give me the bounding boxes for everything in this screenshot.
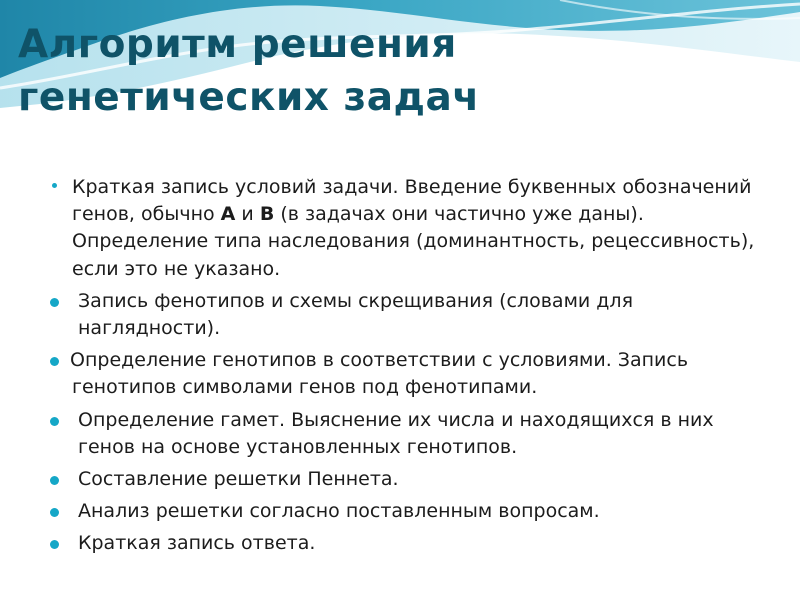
list-item-text: Краткая запись условий задачи. Введение буквенных обозначений генов, обычно А и В (в задачах они частично уже даны). Определение типа наследования (доминантность, рецессивность), если это не указано. — [72, 176, 755, 280]
list-item-text: Анализ решетки согласно поставленным вопросам. — [78, 500, 600, 523]
list-item-text: Краткая запись ответа. — [78, 532, 316, 555]
bullet-dot-icon — [52, 183, 57, 188]
list-item — [48, 288, 768, 342]
list-item — [48, 530, 768, 557]
list-item — [48, 174, 768, 283]
list-item — [48, 407, 768, 461]
list-item-text: Определение генотипов в соответствии с условиями. Запись генотипов символами генов под фенотипами. — [70, 349, 689, 399]
bullet-dot-icon — [50, 476, 59, 485]
list-item — [48, 466, 768, 493]
gene-symbol-b: В — [259, 203, 275, 226]
gene-symbol-a: А — [220, 203, 236, 226]
bullet-dot-icon — [50, 540, 59, 549]
list-item — [48, 498, 768, 525]
algorithm-steps-list — [48, 174, 768, 563]
title-line-2: генетических задач — [18, 75, 480, 120]
bullet-dot-icon — [50, 357, 59, 366]
bullet-dot-icon — [50, 508, 59, 517]
list-item — [48, 347, 768, 401]
bullet-dot-icon — [50, 417, 59, 426]
page-title — [18, 18, 718, 124]
list-item-text: Определение гамет. Выяснение их числа и находящихся в них генов на основе установленных генотипов. — [78, 408, 714, 458]
title-line-1: Алгоритм решения — [18, 22, 457, 67]
bullet-dot-icon — [50, 298, 59, 307]
list-item-text: Запись фенотипов и схемы скрещивания (словами для наглядности). — [78, 289, 633, 340]
list-item-text: Составление решетки Пеннета. — [78, 468, 399, 491]
